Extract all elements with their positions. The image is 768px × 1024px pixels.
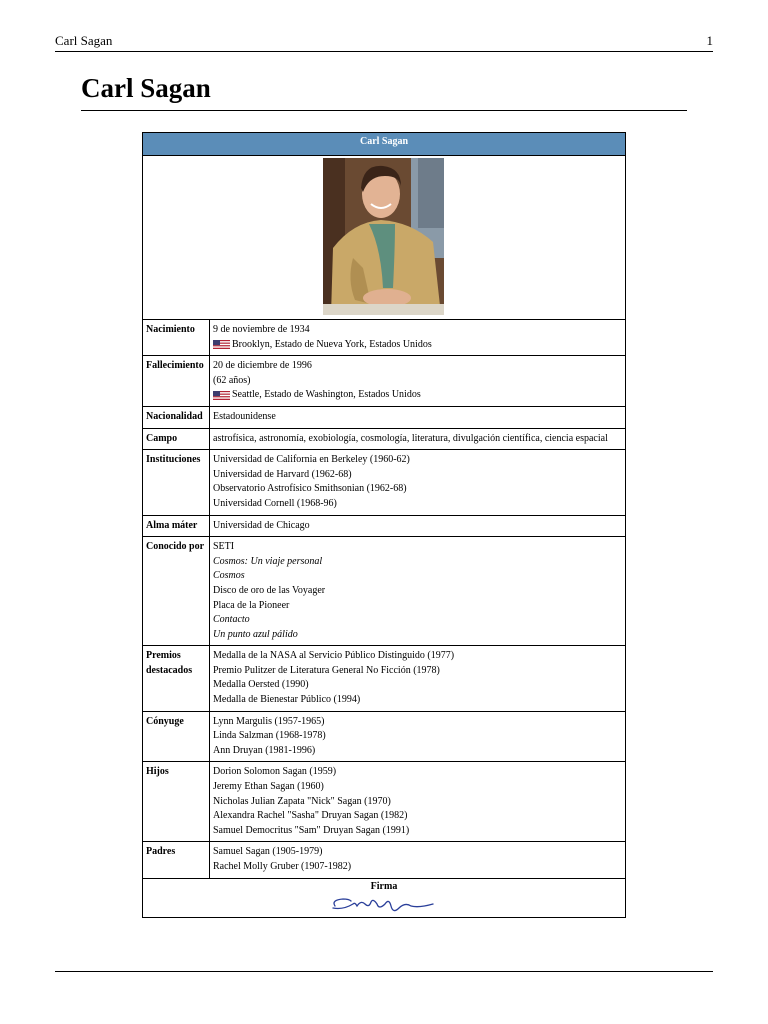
infobox-heading: Carl Sagan xyxy=(143,133,625,156)
infobox-value-line xyxy=(213,519,625,534)
portrait-photo xyxy=(323,158,444,315)
infobox-value-text: Medalla de la NASA al Servicio Público Distinguido (1977) xyxy=(213,650,455,662)
infobox-label: Nacimiento xyxy=(143,320,210,355)
infobox-value-text: Contacto xyxy=(213,614,250,626)
infobox-row xyxy=(143,450,625,515)
infobox-label: Cónyuge xyxy=(143,712,210,762)
infobox-row xyxy=(143,537,625,646)
infobox-row xyxy=(143,842,625,878)
infobox-value xyxy=(210,842,625,877)
infobox-label: Nacionalidad xyxy=(143,407,210,428)
signature-image xyxy=(329,894,437,916)
infobox-value-line xyxy=(213,555,625,570)
infobox-value-line xyxy=(213,453,625,468)
infobox-value-text: Universidad Cornell (1968-96) xyxy=(213,497,337,509)
infobox-value xyxy=(210,320,625,355)
infobox-value-line xyxy=(213,482,625,497)
infobox-value-text: Seattle, Estado de Washington, Estados Unidos xyxy=(232,389,421,401)
infobox-value-line xyxy=(213,374,625,389)
infobox-photo-cell xyxy=(143,156,625,320)
infobox-value-text: Medalla de Bienestar Público (1994) xyxy=(213,694,361,706)
infobox-row xyxy=(143,429,625,451)
infobox-value-line xyxy=(213,729,625,744)
infobox-value-text: Observatorio Astrofísico Smithsonian (1962-68) xyxy=(213,483,407,495)
infobox-value-line xyxy=(213,323,625,338)
infobox-label: Hijos xyxy=(143,762,210,841)
infobox-row xyxy=(143,762,625,842)
infobox-value-line xyxy=(213,780,625,795)
infobox-value-line xyxy=(213,664,625,679)
infobox-value-line xyxy=(213,388,625,403)
infobox-value-line xyxy=(213,497,625,512)
infobox-value-text: Nicholas Julian Zapata "Nick" Sagan (1970) xyxy=(213,795,391,807)
infobox-value-text: Universidad de Chicago xyxy=(213,519,310,531)
infobox-value-text: Samuel Sagan (1905-1979) xyxy=(213,846,323,858)
infobox-row xyxy=(143,356,625,407)
infobox-value-text: Alexandra Rachel "Sasha" Druyan Sagan (1982) xyxy=(213,810,408,822)
infobox-value-line xyxy=(213,540,625,555)
infobox-label: Alma máter xyxy=(143,516,210,537)
infobox-value-text: 9 de noviembre de 1934 xyxy=(213,324,310,335)
infobox-value-text: Universidad de Harvard (1962-68) xyxy=(213,468,352,480)
infobox-row xyxy=(143,712,625,763)
infobox xyxy=(142,132,626,918)
article-title: Carl Sagan xyxy=(81,70,687,111)
infobox-value-line xyxy=(213,795,625,810)
infobox-value-line xyxy=(213,599,625,614)
infobox-value-text: SETI xyxy=(213,541,235,553)
infobox-value xyxy=(210,356,625,406)
infobox-row xyxy=(143,320,625,356)
page-number: 1 xyxy=(706,33,713,48)
infobox-value-text: Dorion Solomon Sagan (1959) xyxy=(213,766,337,778)
infobox-value-text: Samuel Democritus "Sam" Druyan Sagan (1991) xyxy=(213,824,410,836)
infobox-value-line xyxy=(213,432,625,447)
infobox-value-text: Jeremy Ethan Sagan (1960) xyxy=(213,781,324,793)
infobox-value xyxy=(210,712,625,762)
infobox-label: Fallecimiento xyxy=(143,356,210,406)
infobox-value-line xyxy=(213,824,625,839)
infobox-value-text: Un punto azul pálido xyxy=(213,628,298,640)
infobox-value xyxy=(210,450,625,514)
infobox-value-text: Cosmos: Un viaje personal xyxy=(213,555,323,567)
signature-label: Firma xyxy=(370,880,398,892)
infobox-value xyxy=(210,762,625,841)
infobox-value-line xyxy=(213,338,625,353)
infobox-value-line xyxy=(213,628,625,643)
infobox-value-line xyxy=(213,765,625,780)
infobox-value-text: Brooklyn, Estado de Nueva York, Estados Unidos xyxy=(232,338,432,350)
infobox-value xyxy=(210,516,625,537)
signature-cell xyxy=(143,879,625,917)
infobox-value-text: Disco de oro de las Voyager xyxy=(213,584,326,596)
infobox-value-line xyxy=(213,584,625,599)
us-flag-icon xyxy=(213,391,230,400)
page-footer-rule xyxy=(55,971,713,972)
infobox-value-line xyxy=(213,359,625,374)
infobox-label: Conocido por xyxy=(143,537,210,645)
infobox-value-line xyxy=(213,809,625,824)
infobox-value-text: Premio Pulitzer de Literatura General No Ficción (1978) xyxy=(213,664,440,676)
infobox-value-line xyxy=(213,715,625,730)
infobox-value xyxy=(210,646,625,710)
infobox-value-line xyxy=(213,845,625,860)
infobox-value-line xyxy=(213,613,625,628)
infobox-row xyxy=(143,646,625,711)
infobox-value-line xyxy=(213,649,625,664)
infobox-value-text: Universidad de California en Berkeley (1960-62) xyxy=(213,454,410,466)
infobox-row xyxy=(143,407,625,429)
infobox-value-text: Medalla Oersted (1990) xyxy=(213,679,309,691)
infobox-value-text: astrofísica, astronomía, exobiología, cosmología, literatura, divulgación científica, ciencia espacial xyxy=(213,432,608,444)
infobox-value-text: 20 de diciembre de 1996 xyxy=(213,360,312,372)
infobox-label: Instituciones xyxy=(143,450,210,514)
infobox-value-text: (62 años) xyxy=(213,374,251,386)
infobox-value-text: Linda Salzman (1968-1978) xyxy=(213,730,326,742)
infobox-value-line xyxy=(213,860,625,875)
infobox-value-text: Lynn Margulis (1957-1965) xyxy=(213,715,325,727)
infobox-row xyxy=(143,516,625,538)
us-flag-icon xyxy=(213,340,230,349)
infobox-value-text: Rachel Molly Gruber (1907-1982) xyxy=(213,861,352,872)
infobox-label: Padres xyxy=(143,842,210,877)
infobox-value-line xyxy=(213,410,625,425)
infobox-value-text: Placa de la Pioneer xyxy=(213,599,290,611)
infobox-value-text: Cosmos xyxy=(213,570,245,582)
infobox-rows xyxy=(143,320,625,879)
infobox-label: Campo xyxy=(143,429,210,450)
infobox-value-line xyxy=(213,744,625,759)
infobox-value-line xyxy=(213,468,625,483)
infobox-value-text: Estadounidense xyxy=(213,410,276,422)
infobox-value xyxy=(210,407,625,428)
infobox-value-text: Ann Druyan (1981-1996) xyxy=(213,744,316,756)
infobox-value-line xyxy=(213,569,625,584)
infobox-value xyxy=(210,429,625,450)
infobox-value-line xyxy=(213,678,625,693)
infobox-label: Premios destacados xyxy=(143,646,210,710)
infobox-value-line xyxy=(213,693,625,708)
infobox-value xyxy=(210,537,625,645)
page-header xyxy=(55,33,713,52)
running-title: Carl Sagan xyxy=(55,33,113,48)
